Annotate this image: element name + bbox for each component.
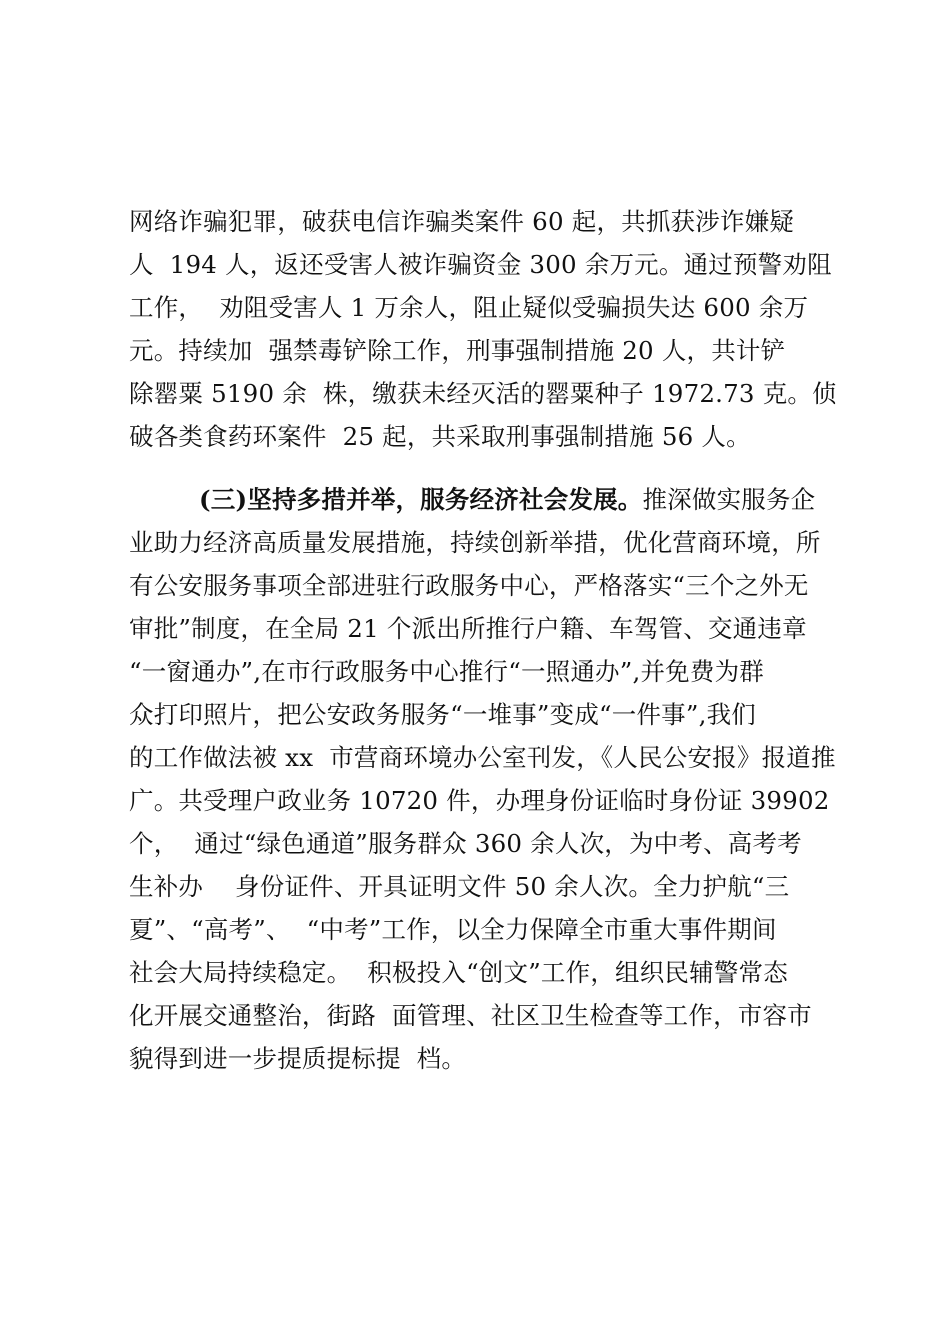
paragraph-crime-crackdown <box>129 200 837 458</box>
paragraph-economic-service <box>129 478 836 1080</box>
text-line: 元。持续加 强禁毒铲除工作，刑事强制措施 20 人，共计铲 <box>129 336 786 365</box>
text-line-first <box>129 478 829 521</box>
text-line: 生补办 身份证件、开具证明文件 50 余人次。全力护航“三 <box>129 872 790 901</box>
text-line: 化开展交通整治，街路 面管理、社区卫生检查等工作，市容市 <box>129 1001 812 1030</box>
text-line: 社会大局持续稳定。 积极投入“创文”工作，组织民辅警常态 <box>129 958 788 987</box>
text-line: 人 194 人，返还受害人被诈骗资金 300 余万元。通过预警劝阻 <box>129 250 832 279</box>
text-line: “一窗通办”,在市行政服务中心推行“一照通办”,并免费为群 <box>129 657 764 686</box>
text-line: 有公安服务事项全部进驻行政服务中心，严格落实“三个之外无 <box>129 571 809 600</box>
text-line: 个， 通过“绿色通道”服务群众 360 余人次，为中考、高考考 <box>129 829 802 858</box>
text-run: 推深做实服务企 <box>642 485 816 514</box>
text-line: 业助力经济高质量发展措施，持续创新举措，优化营商环境，所 <box>129 528 821 557</box>
text-line: 夏”、“高考”、 “中考”工作，以全力保障全市重大事件期间 <box>129 915 777 944</box>
text-line: 工作， 劝阻受害人 1 万余人，阻止疑似受骗损失达 600 余万 <box>129 293 809 322</box>
text-line: 广。共受理户政业务 10720 件，办理身份证临时身份证 39902 <box>129 786 830 815</box>
text-line: 审批”制度，在全局 21 个派出所推行户籍、车驾管、交通违章 <box>129 614 807 643</box>
text-line: 破各类食药环案件 25 起，共采取刑事强制措施 56 人。 <box>129 422 751 451</box>
text-line: 貌得到进一步提质提标提 档。 <box>129 1044 467 1073</box>
text-line: 的工作做法被 xx 市营商环境办公室刊发，《人民公安报》报道推 <box>129 743 836 772</box>
text-line: 众打印照片，把公安政务服务“一堆事”变成“一件事”,我们 <box>129 700 756 729</box>
section-heading: (三)坚持多措并举，服务经济社会发展。 <box>199 485 643 514</box>
text-line: 网络诈骗犯罪，破获电信诈骗类案件 60 起，共抓获涉诈嫌疑 <box>129 207 795 236</box>
text-line: 除罂粟 5190 余 株，缴获未经灭活的罂粟种子 1972.73 克。侦 <box>129 379 837 408</box>
